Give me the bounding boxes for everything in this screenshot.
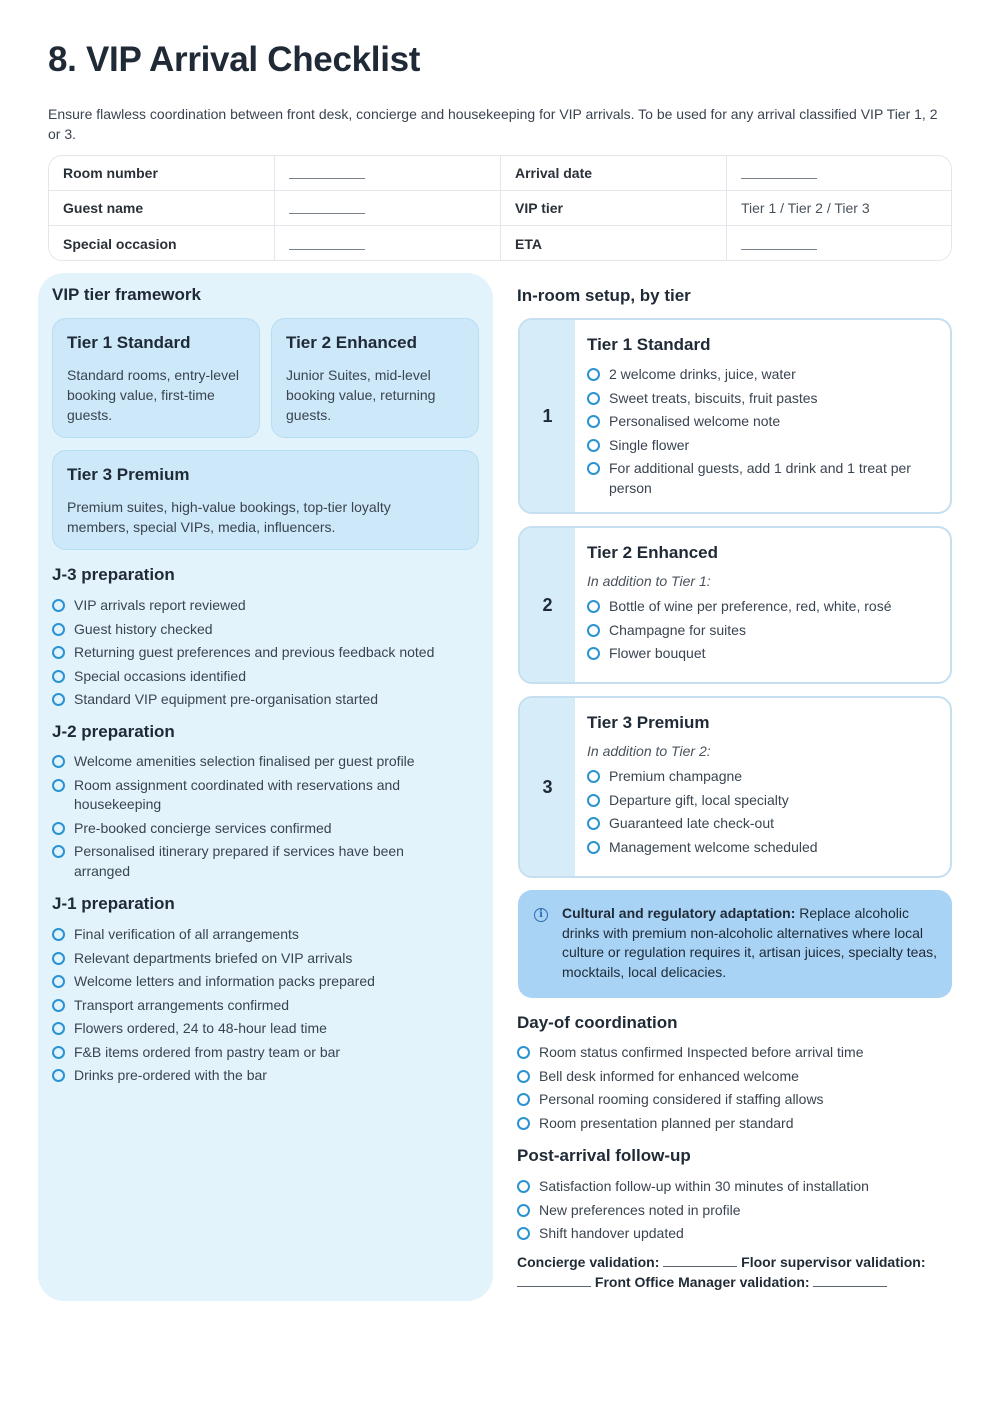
checkbox-icon[interactable]	[587, 841, 600, 854]
checklist-item[interactable]: Drinks pre-ordered with the bar	[52, 1066, 482, 1086]
checkbox-icon[interactable]	[587, 647, 600, 660]
checklist-item[interactable]: Returning guest preferences and previous feedback noted	[52, 643, 482, 663]
page-title: 8. VIP Arrival Checklist	[48, 40, 421, 79]
j2-heading: J-2 preparation	[52, 722, 175, 741]
checkbox-icon[interactable]	[517, 1117, 530, 1130]
tier-number: 1	[520, 320, 575, 512]
concierge-validation-label: Concierge validation:	[517, 1254, 660, 1270]
setup-tier-2-card	[518, 526, 952, 684]
checklist-item[interactable]: Premium champagne	[587, 767, 938, 787]
checklist-item[interactable]: Welcome amenities selection finalised per guest profile	[52, 752, 462, 772]
cultural-adaptation-callout	[518, 890, 952, 998]
postarrival-checklist	[517, 1177, 957, 1248]
checklist-item[interactable]: Flowers ordered, 24 to 48-hour lead time	[52, 1019, 482, 1039]
tier-name: Tier 3 Premium	[67, 465, 190, 484]
framework-tier-3-card	[52, 450, 479, 550]
special-occasion-field[interactable]	[275, 226, 501, 261]
floor-validation-label: Floor supervisor validation:	[741, 1254, 926, 1270]
fom-signature-line[interactable]	[813, 1275, 887, 1287]
checklist-item[interactable]: Satisfaction follow-up within 30 minutes of installation	[517, 1177, 957, 1197]
checklist-item[interactable]: Transport arrangements confirmed	[52, 996, 482, 1016]
special-occasion-label: Special occasion	[63, 236, 177, 252]
checkbox-icon[interactable]	[52, 646, 65, 659]
checkbox-icon[interactable]	[587, 392, 600, 405]
setup-tier-note: In addition to Tier 1:	[587, 573, 711, 589]
checkbox-icon[interactable]	[52, 845, 65, 858]
checkbox-icon[interactable]	[52, 670, 65, 683]
checkbox-icon[interactable]	[587, 462, 600, 475]
info-icon: i	[534, 908, 548, 922]
checklist-item[interactable]: Guest history checked	[52, 620, 482, 640]
intro-text: Ensure flawless coordination between front desk, concierge and housekeeping for VIP arrivals. To be used for any arrival classified VIP Tier 1, 2 or 3.	[48, 106, 938, 142]
checklist-item[interactable]: Champagne for suites	[587, 621, 938, 641]
setup-tier-note: In addition to Tier 2:	[587, 743, 711, 759]
checklist-item[interactable]: F&B items ordered from pastry team or bar	[52, 1043, 482, 1063]
dayof-checklist	[517, 1043, 957, 1137]
floor-signature-line[interactable]	[517, 1275, 591, 1287]
checkbox-icon[interactable]	[587, 770, 600, 783]
checklist-item[interactable]: Room assignment coordinated with reservations and housekeeping	[52, 776, 462, 815]
checkbox-icon[interactable]	[587, 817, 600, 830]
checklist-item[interactable]: Single flower	[587, 436, 938, 456]
checklist-item[interactable]: Welcome letters and information packs prepared	[52, 972, 482, 992]
checkbox-icon[interactable]	[52, 928, 65, 941]
checklist-item[interactable]: Flower bouquet	[587, 644, 938, 664]
guest-name-label: Guest name	[63, 200, 144, 216]
checkbox-icon[interactable]	[517, 1180, 530, 1193]
setup-tier-name: Tier 2 Enhanced	[587, 543, 719, 562]
checkbox-icon[interactable]	[52, 779, 65, 792]
arrival-date-label: Arrival date	[515, 165, 593, 181]
checklist-item[interactable]: VIP arrivals report reviewed	[52, 596, 482, 616]
fom-validation-label: Front Office Manager validation:	[594, 1273, 810, 1290]
tier-description: Standard rooms, entry-level booking value, first-time guests.	[67, 367, 239, 423]
checkbox-icon[interactable]	[52, 1046, 65, 1059]
checklist-item[interactable]: Bottle of wine per preference, red, white, rosé	[587, 597, 938, 617]
j2-checklist	[52, 752, 462, 885]
setup-heading: In-room setup, by tier	[517, 286, 691, 305]
j3-checklist	[52, 596, 482, 714]
checklist-item[interactable]: Shift handover updated	[517, 1224, 957, 1244]
callout-text: Replace alcoholic drinks with premium non-alcoholic alternatives where local culture or regulation requires it, artisan juices, specialty teas, mocktails, local delicacies.	[562, 905, 938, 980]
eta-field[interactable]	[727, 226, 952, 261]
callout-title: Cultural and regulatory adaptation:	[562, 905, 796, 921]
checkbox-icon[interactable]	[52, 952, 65, 965]
checklist-item[interactable]: Standard VIP equipment pre-organisation started	[52, 690, 482, 710]
checkbox-icon[interactable]	[52, 755, 65, 768]
checkbox-icon[interactable]	[52, 1022, 65, 1035]
guest-info-table	[48, 155, 952, 261]
checkbox-icon[interactable]	[52, 599, 65, 612]
j1-heading: J-1 preparation	[52, 894, 175, 913]
framework-tier-2-card	[271, 318, 479, 438]
checklist-item[interactable]: Final verification of all arrangements	[52, 925, 482, 945]
vip-tier-field[interactable]: Tier 1 / Tier 2 / Tier 3	[727, 191, 952, 226]
checkbox-icon[interactable]	[517, 1227, 530, 1240]
checklist-item[interactable]: Departure gift, local specialty	[587, 791, 938, 811]
tier-number: 2	[520, 528, 575, 682]
checkbox-icon[interactable]	[517, 1093, 530, 1106]
checkbox-icon[interactable]	[517, 1046, 530, 1059]
room-number-label: Room number	[63, 165, 158, 181]
j1-checklist	[52, 925, 482, 1090]
checklist-item[interactable]: Room status confirmed Inspected before arrival time	[517, 1043, 957, 1063]
tier-description: Junior Suites, mid-level booking value, returning guests.	[286, 367, 436, 423]
vip-tier-label: VIP tier	[515, 200, 563, 216]
checkbox-icon[interactable]	[517, 1070, 530, 1083]
arrival-date-field[interactable]	[727, 156, 952, 191]
checklist-item[interactable]: Guaranteed late check-out	[587, 814, 938, 834]
checklist-item[interactable]: Room presentation planned per standard	[517, 1114, 957, 1134]
dayof-heading: Day-of coordination	[517, 1013, 678, 1032]
setup-tier-name: Tier 1 Standard	[587, 335, 711, 354]
checkbox-icon[interactable]	[52, 999, 65, 1012]
checkbox-icon[interactable]	[52, 693, 65, 706]
checkbox-icon[interactable]	[517, 1204, 530, 1217]
checklist-item[interactable]: For additional guests, add 1 drink and 1 treat per person	[587, 459, 938, 498]
checkbox-icon[interactable]	[52, 975, 65, 988]
tier-description: Premium suites, high-value bookings, top-tier loyalty members, special VIPs, media, influencers.	[67, 499, 391, 535]
guest-name-field[interactable]	[275, 191, 501, 226]
checklist-item[interactable]: Personalised itinerary prepared if services have been arranged	[52, 842, 462, 881]
checkbox-icon[interactable]	[587, 794, 600, 807]
room-number-field[interactable]	[275, 156, 501, 191]
framework-tier-1-card	[52, 318, 260, 438]
checkbox-icon[interactable]	[587, 600, 600, 613]
checklist-item[interactable]: 2 welcome drinks, juice, water	[587, 365, 938, 385]
checkbox-icon[interactable]	[587, 368, 600, 381]
checklist-item[interactable]: Sweet treats, biscuits, fruit pastes	[587, 389, 938, 409]
checkbox-icon[interactable]	[587, 624, 600, 637]
checklist-item[interactable]: Management welcome scheduled	[587, 838, 938, 858]
tier-name: Tier 2 Enhanced	[286, 333, 418, 352]
framework-heading: VIP tier framework	[52, 285, 201, 304]
validation-signatures	[517, 1253, 957, 1292]
checkbox-icon[interactable]	[52, 1069, 65, 1082]
setup-tier-3-card	[518, 696, 952, 878]
checkbox-icon[interactable]	[52, 822, 65, 835]
checklist-item[interactable]: Pre-booked concierge services confirmed	[52, 819, 462, 839]
checklist-item[interactable]: Special occasions identified	[52, 667, 482, 687]
checklist-item[interactable]: New preferences noted in profile	[517, 1201, 957, 1221]
j3-heading: J-3 preparation	[52, 565, 175, 584]
checklist-item[interactable]: Bell desk informed for enhanced welcome	[517, 1067, 957, 1087]
checklist-item[interactable]: Relevant departments briefed on VIP arrivals	[52, 949, 482, 969]
setup-tier-1-card	[518, 318, 952, 514]
checkbox-icon[interactable]	[587, 415, 600, 428]
checklist-item[interactable]: Personal rooming considered if staffing allows	[517, 1090, 957, 1110]
eta-label: ETA	[515, 236, 542, 252]
concierge-signature-line[interactable]	[663, 1255, 737, 1267]
tier-name: Tier 1 Standard	[67, 333, 191, 352]
setup-tier-name: Tier 3 Premium	[587, 713, 710, 732]
checklist-item[interactable]: Personalised welcome note	[587, 412, 938, 432]
checkbox-icon[interactable]	[52, 623, 65, 636]
tier-number: 3	[520, 698, 575, 876]
checkbox-icon[interactable]	[587, 439, 600, 452]
postarrival-heading: Post-arrival follow-up	[517, 1146, 691, 1165]
